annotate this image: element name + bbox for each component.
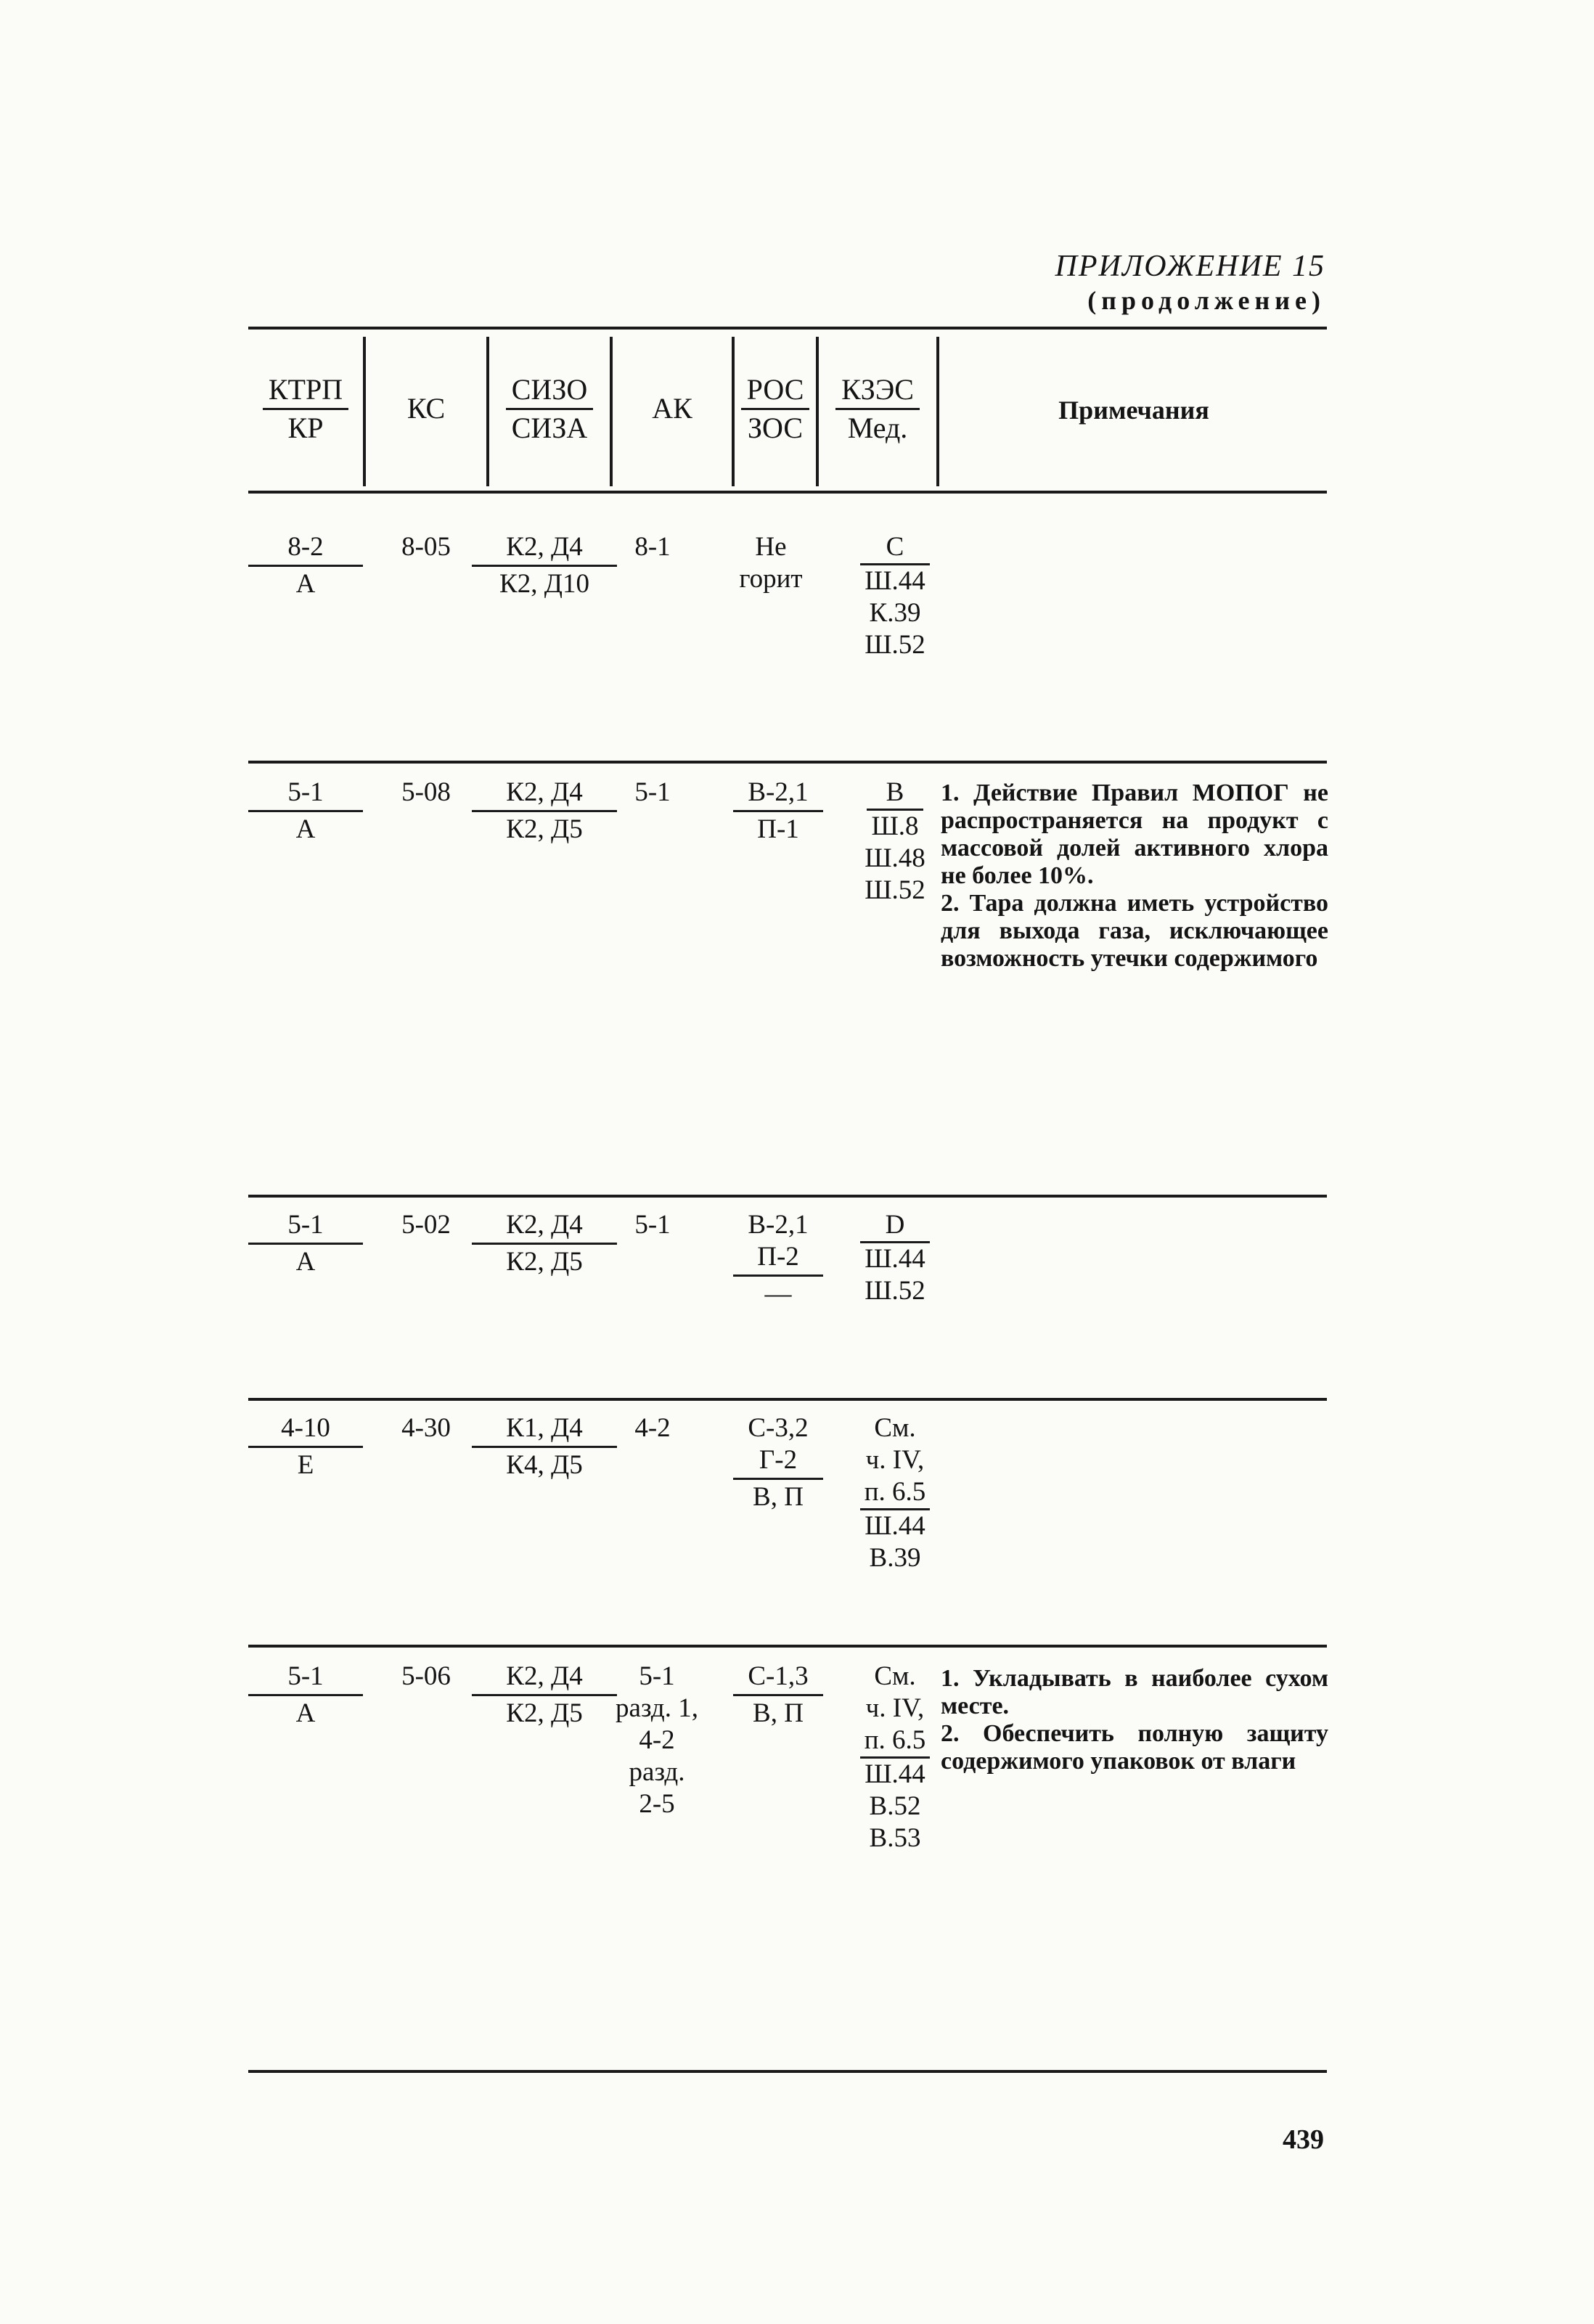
note-item: 2. Тара должна иметь устройство для выхода газа, исключающее возможность утечки содержимого bbox=[941, 890, 1328, 972]
note-item: 2. Обеспечить полную защиту содержимого упаковок от влаги bbox=[941, 1720, 1328, 1775]
col-header-ktrp-bottom: КР bbox=[287, 412, 324, 444]
table-row-1-sizo bbox=[472, 777, 617, 846]
col-header-kzes bbox=[819, 373, 936, 445]
sizo-value: К2, Д4 bbox=[472, 1209, 617, 1245]
med-value: Ш.52 bbox=[865, 630, 925, 660]
table-bottom-rule bbox=[248, 2070, 1327, 2073]
ros-value: В-2,1 bbox=[733, 777, 823, 812]
col-header-kzes-top: КЗЭС bbox=[835, 373, 920, 410]
table-row-2-ros bbox=[733, 1209, 823, 1310]
table-row-4-sizo bbox=[472, 1661, 617, 1730]
sizo-value: К1, Д4 bbox=[472, 1412, 617, 1448]
table-row-1-ktrp bbox=[248, 777, 363, 846]
table-row-3-ktrp bbox=[248, 1412, 363, 1481]
table-row-4-ktrp bbox=[248, 1661, 363, 1730]
med-value: Ш.52 bbox=[865, 1276, 925, 1306]
kzes-ref: п. 6.5 bbox=[864, 1477, 926, 1507]
zos-extra-value: В, П bbox=[753, 1482, 804, 1512]
row-divider bbox=[248, 1195, 1327, 1198]
col-header-kzes-bottom: Мед. bbox=[847, 412, 908, 444]
med-value: Ш.8 bbox=[867, 809, 923, 843]
table-row-1-kzes bbox=[848, 777, 942, 907]
col-header-notes: Примечания bbox=[1058, 396, 1209, 425]
col-header-ktrp-top: КТРП bbox=[263, 373, 348, 410]
appendix-subtitle: (продолжение) bbox=[1087, 286, 1325, 315]
kzes-ref: См. bbox=[874, 1661, 916, 1691]
header-bottom-rule bbox=[248, 491, 1327, 494]
col-header-sizo bbox=[489, 373, 610, 445]
col-header-sizo-bottom: СИЗА bbox=[511, 412, 588, 444]
row-divider bbox=[248, 1398, 1327, 1401]
med-value: Ш.44 bbox=[860, 1756, 930, 1791]
row-divider bbox=[248, 1645, 1327, 1648]
ros-value: В-2,1 bbox=[748, 1210, 809, 1240]
zos-value: П-2 bbox=[733, 1241, 823, 1277]
ak-value: 8-1 bbox=[634, 532, 671, 562]
table-row-0-sizo bbox=[472, 531, 617, 600]
kzes-ref: ч. IV, bbox=[865, 1445, 925, 1475]
col-header-ros-bottom: ЗОС bbox=[747, 412, 804, 444]
med-value: Ш.44 bbox=[860, 1508, 930, 1542]
table-row-2-kzes bbox=[848, 1209, 942, 1307]
siza-value: К2, Д5 bbox=[506, 1247, 583, 1277]
siza-value: К2, Д10 bbox=[499, 569, 589, 599]
kzes-value: В bbox=[886, 777, 904, 807]
ak-value: 2-5 bbox=[639, 1789, 675, 1819]
table-row-0-kzes bbox=[848, 531, 942, 661]
table-row-4-ks: 5-06 bbox=[401, 1661, 451, 1691]
kr-value: А bbox=[295, 1698, 316, 1728]
ktrp-value: 5-1 bbox=[248, 1661, 363, 1696]
row-divider bbox=[248, 761, 1327, 764]
ak-value: 5-1 bbox=[639, 1661, 675, 1691]
kzes-ref: ч. IV, bbox=[865, 1693, 925, 1723]
table-row-4-ros bbox=[733, 1661, 823, 1730]
table-row-3-sizo bbox=[472, 1412, 617, 1481]
sizo-value: К2, Д4 bbox=[472, 531, 617, 567]
med-value: В.53 bbox=[869, 1823, 921, 1853]
table-row-2-sizo bbox=[472, 1209, 617, 1278]
ak-value: 5-1 bbox=[634, 1210, 671, 1240]
ak-value: 4-2 bbox=[634, 1413, 671, 1443]
kr-value: А bbox=[295, 569, 316, 599]
kr-value: Е bbox=[297, 1450, 314, 1480]
siza-value: К2, Д5 bbox=[506, 814, 583, 844]
sizo-value: К2, Д4 bbox=[472, 1661, 617, 1696]
zos-extra-value: — bbox=[764, 1279, 792, 1309]
table-row-1-ak bbox=[613, 777, 692, 809]
table-row-4-ak bbox=[602, 1661, 711, 1820]
table-row-1-notes bbox=[941, 780, 1328, 973]
ktrp-value: 5-1 bbox=[248, 777, 363, 812]
ros-value: С-1,3 bbox=[733, 1661, 823, 1696]
col-header-ak: АК bbox=[652, 392, 692, 425]
kzes-ref: п. 6.5 bbox=[864, 1725, 926, 1755]
table-row-2-ks: 5-02 bbox=[401, 1210, 451, 1240]
table-top-rule bbox=[248, 327, 1327, 330]
table-row-4-notes bbox=[941, 1665, 1328, 1775]
zos-value: В, П bbox=[753, 1698, 804, 1728]
table-row-2-ak bbox=[613, 1209, 692, 1241]
kzes-value: D bbox=[885, 1210, 905, 1240]
ak-value: 4-2 bbox=[639, 1725, 675, 1755]
kzes-ref: См. bbox=[874, 1413, 916, 1443]
zos-value: горит bbox=[739, 564, 803, 594]
kr-value: А bbox=[295, 1247, 316, 1277]
table-row-3-ros bbox=[733, 1412, 823, 1513]
ak-value: разд. bbox=[629, 1757, 685, 1787]
sizo-value: К2, Д4 bbox=[472, 777, 617, 812]
ktrp-value: 5-1 bbox=[248, 1209, 363, 1245]
appendix-title: ПРИЛОЖЕНИЕ 15 bbox=[1055, 250, 1325, 283]
table-row-3-ks: 4-30 bbox=[401, 1413, 451, 1443]
ros-value: Не bbox=[755, 532, 787, 562]
med-value: В.39 bbox=[869, 1543, 921, 1573]
col-header-ros-top: РОС bbox=[741, 373, 810, 410]
col-header-ks: КС bbox=[406, 392, 446, 425]
med-value: Ш.44 bbox=[860, 563, 930, 597]
zos-value: П-1 bbox=[757, 814, 799, 844]
ktrp-value: 8-2 bbox=[248, 531, 363, 567]
med-value: Ш.44 bbox=[860, 1241, 930, 1275]
table-row-0-ak bbox=[613, 531, 692, 563]
ktrp-value: 4-10 bbox=[248, 1412, 363, 1448]
table-row-0-ks: 8-05 bbox=[401, 532, 451, 562]
siza-value: К2, Д5 bbox=[506, 1698, 583, 1728]
table-row-0-ktrp bbox=[248, 531, 363, 600]
zos-value: Г-2 bbox=[733, 1444, 823, 1480]
table-row-1-ros bbox=[733, 777, 823, 846]
table-row-3-ak bbox=[613, 1412, 692, 1444]
table-row-3-kzes bbox=[842, 1412, 948, 1574]
table-row-2-ktrp bbox=[248, 1209, 363, 1278]
siza-value: К4, Д5 bbox=[506, 1450, 583, 1480]
med-value: К.39 bbox=[869, 598, 921, 628]
col-header-ros bbox=[735, 373, 816, 445]
ak-value: разд. 1, bbox=[616, 1693, 698, 1723]
med-value: Ш.52 bbox=[865, 875, 925, 905]
ak-value: 5-1 bbox=[634, 777, 671, 807]
note-item: 1. Укладывать в наиболее сухом месте. bbox=[941, 1665, 1328, 1719]
med-value: Ш.48 bbox=[865, 843, 925, 873]
kzes-value: С bbox=[886, 532, 904, 562]
kr-value: А bbox=[295, 814, 316, 844]
ros-value: С-3,2 bbox=[748, 1413, 809, 1443]
table-row-0-ros bbox=[726, 531, 816, 595]
col-header-sizo-top: СИЗО bbox=[506, 373, 594, 410]
table-row-1-ks: 5-08 bbox=[401, 777, 451, 807]
table-row-4-kzes bbox=[842, 1661, 948, 1854]
note-item: 1. Действие Правил МОПОГ не распространяется на продукт с массовой долей активного хлора не более 10%. bbox=[941, 780, 1328, 889]
page-number: 439 bbox=[1283, 2124, 1324, 2155]
med-value: В.52 bbox=[869, 1791, 921, 1821]
appendix-header bbox=[1055, 248, 1325, 316]
col-header-ktrp bbox=[248, 373, 363, 445]
